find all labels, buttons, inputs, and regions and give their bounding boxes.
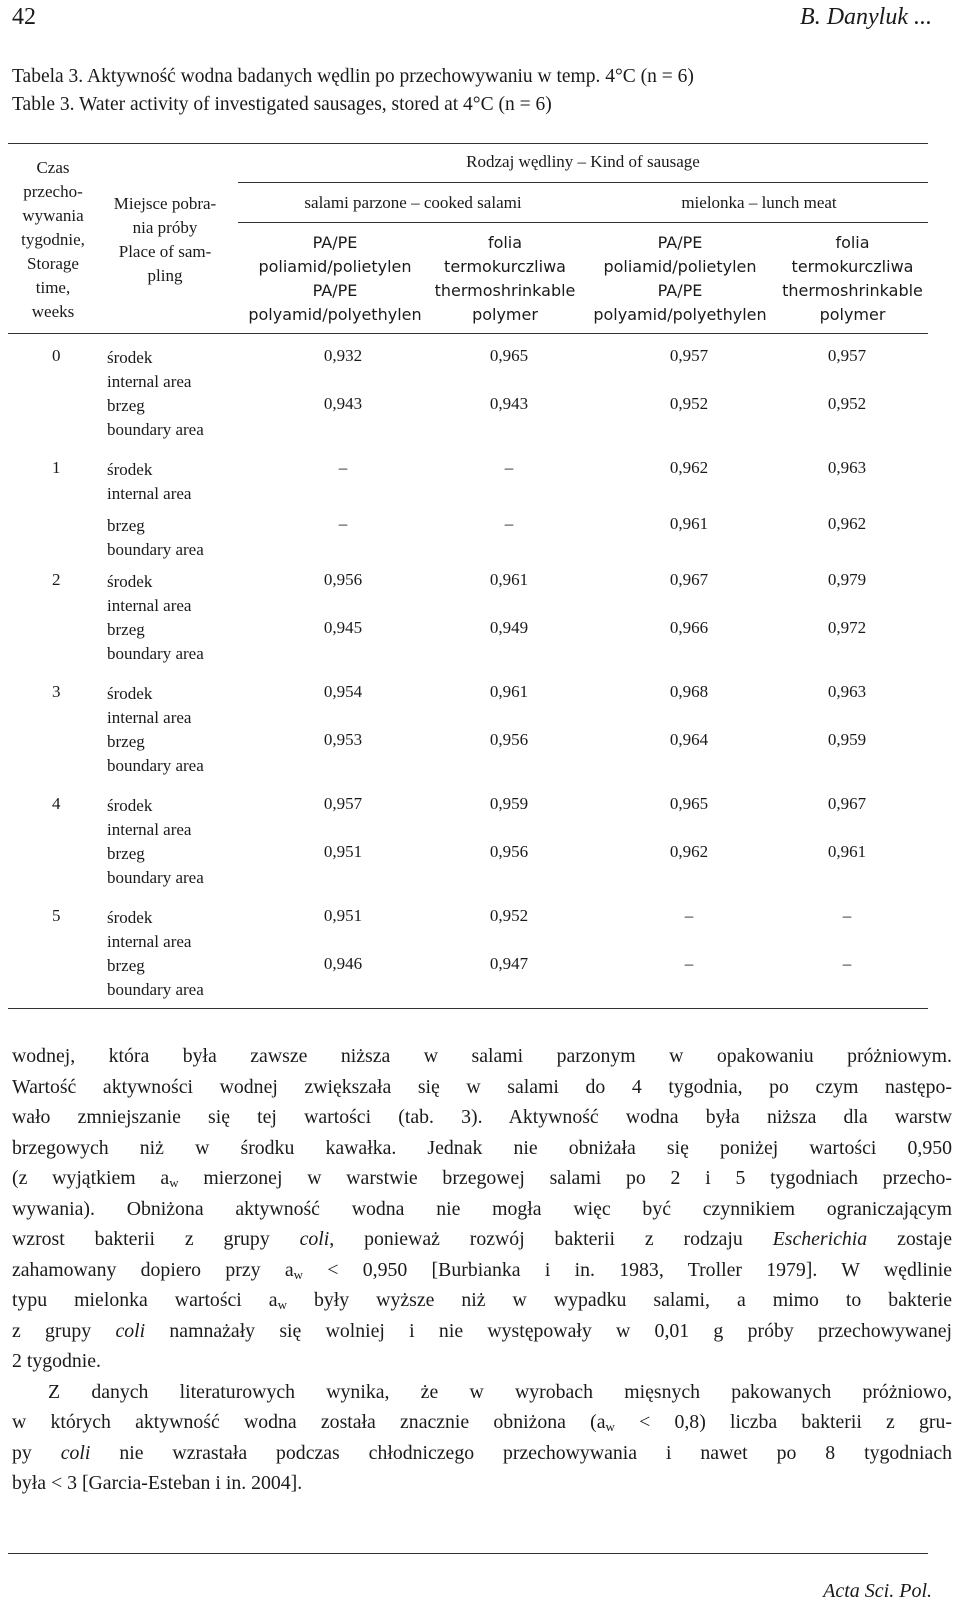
place-text: boundary area [107,420,204,439]
place-text: środek [107,684,153,703]
aw-value-cell: – [338,514,348,533]
journal-name: Acta Sci. Pol. [823,1580,932,1602]
aw-value-cell: 0,952 [489,906,529,925]
col-header-time: Czas przecho- wywania tygodnie, Storage time, weeks [21,158,85,321]
week-label: 4 [52,794,61,813]
aw-value-cell: 0,967 [669,570,709,589]
text-line: brzegowych niż w środku kawałka. Jednak nie obniżała się poniżej wartości 0,950 [12,1136,952,1159]
text-line: wzrost bakterii z grupy coli, ponieważ rozwój bakterii z rodzaju Escherichia zostaje [12,1228,952,1250]
text-line: w których aktywność wodna została znacznie obniżona $(a_w < 0,8)$ liczba bakterii z gru- [12,1411,952,1434]
pack-header-1: PA/PE poliamid/polietylen PA/PE polyamid/polyethylen [248,233,422,324]
aw-value-cell: – [338,458,348,477]
pack-header-2: folia termokurczliwa thermoshrinkable polymer [434,233,576,324]
aw-value-cell: 0,956 [489,842,529,861]
aw-value-cell: 0,963 [827,458,867,477]
aw-value-cell: – [842,906,852,925]
aw-value-cell: 0,956 [489,730,529,749]
group-header-salami: salami parzone – cooked salami [304,193,522,212]
group-header-lunch-meat: mielonka – lunch meat [681,193,837,212]
table-caption-pl: Tabela 3. Aktywność wodna badanych wędlin po przechowywaniu w temp. 4°C (n = 6) [12,66,694,87]
place-text: boundary area [107,540,204,559]
aw-value-cell: 0,962 [669,458,709,477]
place-text: środek [107,460,153,479]
aw-value-cell: 0,951 [323,906,363,925]
aw-value-cell: 0,952 [827,394,867,413]
aw-value-cell: 0,963 [827,682,867,701]
pack-header-3: PA/PE poliamid/polietylen PA/PE polyamid/polyethylen [593,233,767,324]
place-text: brzeg [107,732,145,751]
aw-value-cell: 0,946 [323,954,363,973]
col-header-place: Miejsce pobra- nia próby Place of sam- pling [113,194,217,285]
text-line: była < 3 [Garcia-Esteban i in. 2004]. [12,1472,303,1494]
place-text: internal area [107,932,192,951]
place-text: środek [107,796,153,815]
aw-value-cell: 0,964 [669,730,709,749]
aw-value-cell: 0,959 [827,730,867,749]
aw-value-cell: 0,961 [827,842,867,861]
aw-value-cell: 0,957 [669,346,709,365]
week-label: 3 [52,682,61,701]
running-head: B. Danyluk ... [800,4,932,30]
table-caption-en: Table 3. Water activity of investigated sausages, stored at 4°C (n = 6) [12,94,552,115]
aw-value-cell: 0,965 [489,346,529,365]
week-label: 5 [52,906,61,925]
text-line: zahamowany dopiero przy $a_w < 0,950$ [Burbianka i in. 1983, Troller 1979]. W wędlinie [12,1258,952,1282]
place-text: brzeg [107,516,145,535]
place-text: internal area [107,484,192,503]
aw-value-cell: 0,952 [669,394,709,413]
kind-header: Rodzaj wędliny – Kind of sausage [466,152,700,171]
aw-value-cell: 0,961 [489,570,529,589]
aw-value-cell: 0,943 [489,394,529,413]
text-line: wodnej, która była zawsze niższa w salami parzonym w opakowaniu próżniowym. [12,1045,952,1067]
week-label: 0 [52,346,61,365]
body-text [12,1041,952,1499]
aw-value-cell: 0,943 [323,394,363,413]
aw-value-cell: 0,949 [489,618,529,637]
aw-value-cell: 0,945 [323,618,363,637]
aw-value-cell: 0,968 [669,682,709,701]
week-label: 2 [52,570,61,589]
aw-value-cell: 0,972 [827,618,867,637]
text-line: wało zmniejszanie się tej wartości (tab. 3). Aktywność wodna była niższa dla warstw [12,1106,952,1128]
text-line: py coli nie wzrastała podczas chłodniczego przechowywania i nawet po 8 tygodniach [12,1441,952,1464]
place-text: boundary area [107,868,204,887]
aw-value-cell: 0,961 [489,682,529,701]
place-text: brzeg [107,620,145,639]
aw-value-cell: 0,962 [669,842,709,861]
aw-value-cell: – [842,954,852,973]
text-line: typu mielonka wartości $a_w$ były wyższe niż w wypadku salami, a mimo to bakterie [12,1289,952,1312]
kind-rule [238,182,928,183]
aw-value-cell: 0,947 [489,954,529,973]
text-line: Z danych literaturowych wynika, że w wyrobach mięsnych pakowanych próżniowo, [48,1380,952,1403]
place-text: brzeg [107,396,145,415]
aw-value-cell: 0,959 [489,794,529,813]
text-line: Wartość aktywności wodnej zwiększała się w salami do 4 tygodnia, po czym następo- [12,1075,952,1098]
aw-value-cell: – [684,906,694,925]
text-line: (z wyjątkiem $a_w$ mierzonej w warstwie brzegowej salami po 2 i 5 tygodniach przecho- [12,1167,952,1190]
text-line: 2 tygodnie. [12,1350,102,1372]
aw-value-cell: 0,932 [323,346,363,365]
table-bottom-rule [8,1008,928,1009]
header-bottom-rule [8,333,928,334]
group-rule [238,222,928,223]
place-text: internal area [107,708,192,727]
aw-value-cell: 0,956 [323,570,363,589]
place-text: brzeg [107,844,145,863]
aw-value-cell: 0,967 [827,794,867,813]
place-text: internal area [107,820,192,839]
aw-value-cell: 0,951 [323,842,363,861]
aw-value-cell: 0,965 [669,794,709,813]
aw-value-cell: 0,961 [669,514,709,533]
text-line: wywania). Obniżona aktywność wodna nie mogła więc być czynnikiem ograniczającym [12,1197,952,1220]
place-text: internal area [107,372,192,391]
aw-value-cell: 0,954 [323,682,363,701]
aw-value-cell: 0,957 [827,346,867,365]
aw-value-cell: 0,953 [323,730,363,749]
place-text: środek [107,908,153,927]
footer-rule [8,1553,928,1554]
place-text: brzeg [107,956,145,975]
aw-value-cell: 0,962 [827,514,867,533]
page-number: 42 [12,4,36,30]
place-text: środek [107,348,153,367]
aw-value-cell: 0,979 [827,570,867,589]
pack-header-4: folia termokurczliwa thermoshrinkable polymer [782,233,923,324]
place-text: boundary area [107,644,204,663]
table-top-rule [8,143,928,144]
aw-value-cell: 0,966 [669,618,709,637]
place-text: boundary area [107,980,204,999]
aw-value-cell: – [684,954,694,973]
text-line: z grupy coli namnażały się wolniej i nie występowały w 0,01 g próby przechowywanej [12,1319,953,1342]
aw-value-cell: 0,957 [323,794,363,813]
place-text: środek [107,572,153,591]
aw-value-cell: – [504,514,514,533]
aw-value-cell: – [504,458,514,477]
place-text: boundary area [107,756,204,775]
place-text: internal area [107,596,192,615]
week-label: 1 [52,458,61,477]
